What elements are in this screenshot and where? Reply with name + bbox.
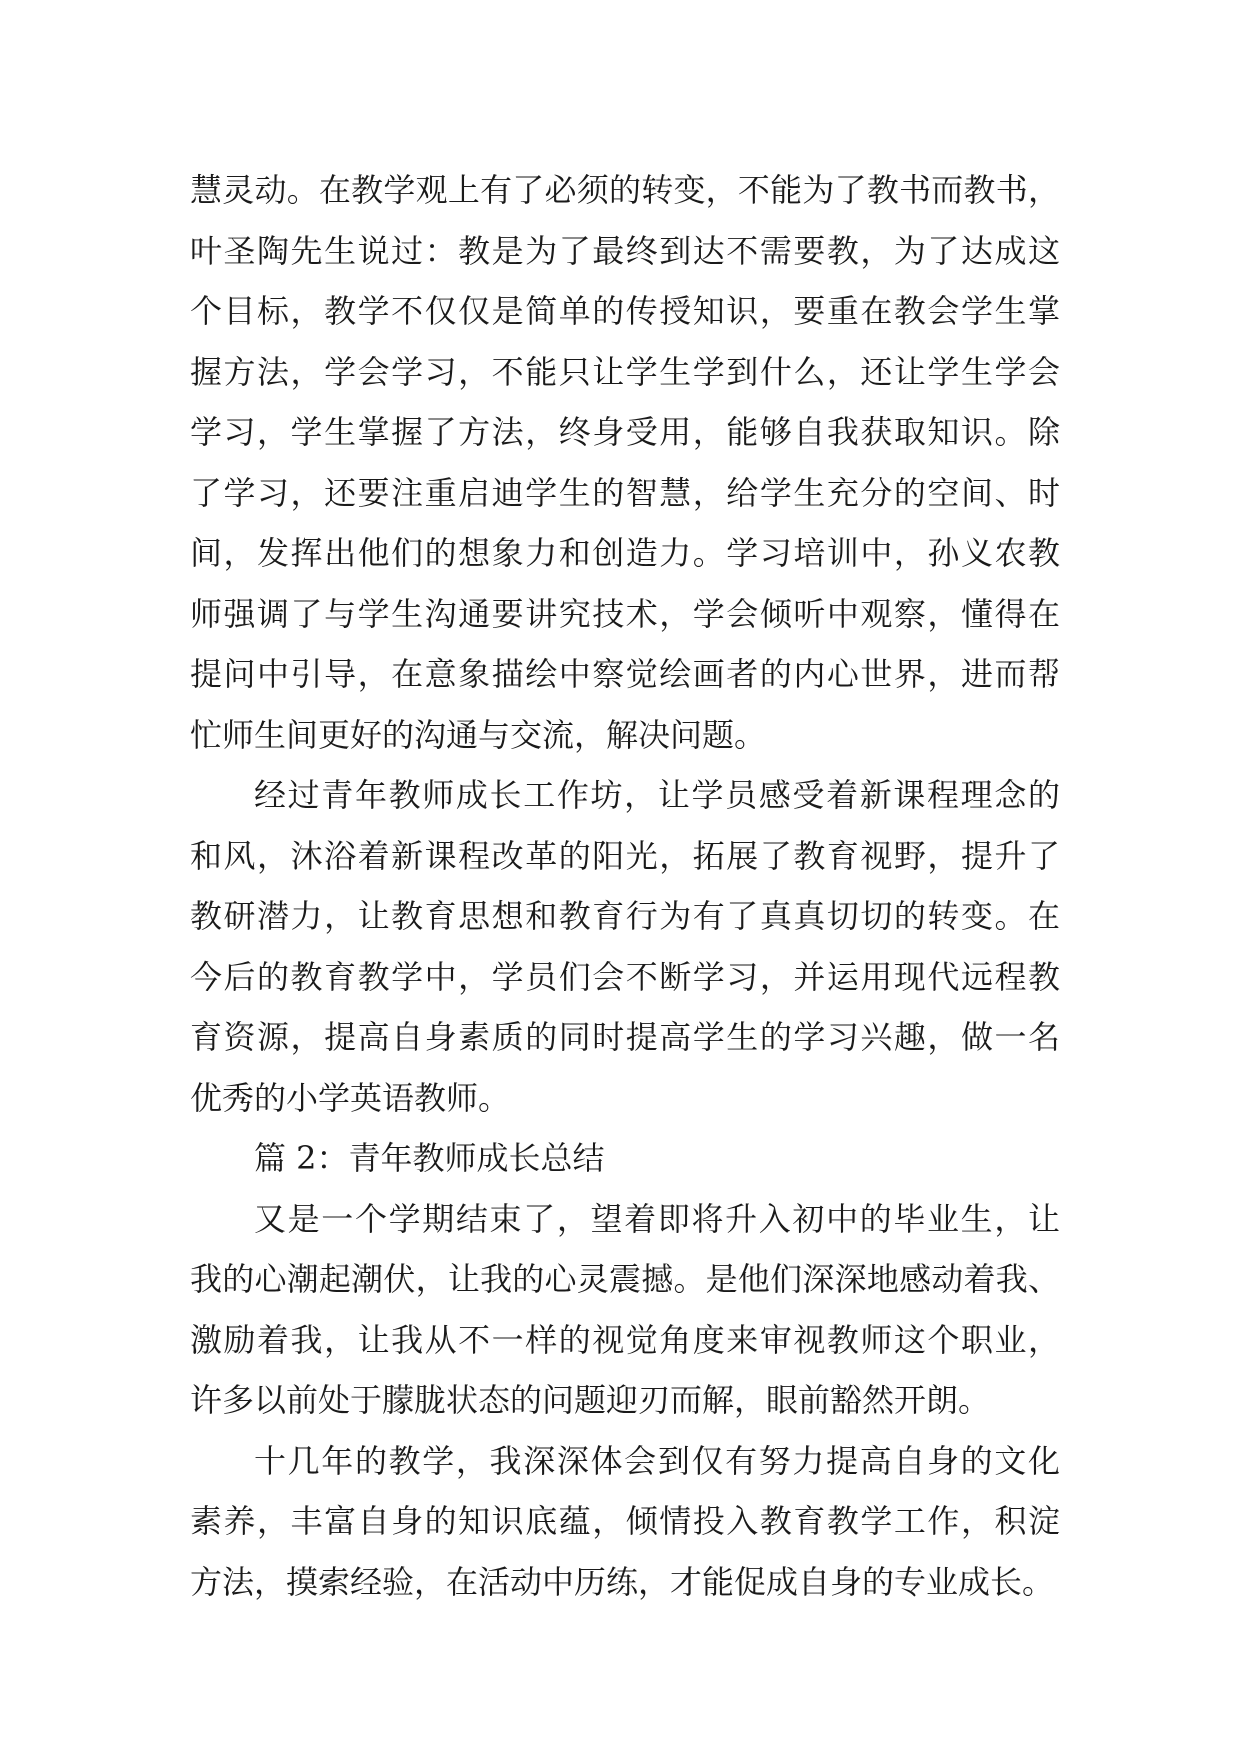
text-line: 和风，沐浴着新课程改革的阳光，拓展了教育视野，提升了 [190, 836, 1060, 875]
text-line: 经过青年教师成长工作坊，让学员感受着新课程理念的 [254, 776, 1060, 814]
text-line: 激励着我，让我从不一样的视觉角度来审视教师这个职业， [190, 1320, 1060, 1359]
text-line: 又是一个学期结束了，望着即将升入初中的毕业生，让 [254, 1199, 1060, 1238]
text-line: 今后的教育教学中，学员们会不断学习，并运用现代远程教 [190, 957, 1060, 996]
text-line: 师强调了与学生沟通要讲究技术，学会倾听中观察，懂得在 [190, 594, 1060, 633]
text-line: 间，发挥出他们的想象力和创造力。学习培训中，孙义农教 [190, 534, 1060, 572]
text-line: 提问中引导，在意象描绘中察觉绘画者的内心世界，进而帮 [190, 655, 1060, 693]
text-line: 了学习，还要注重启迪学生的智慧，给学生充分的空间、时 [190, 473, 1060, 512]
text-line: 十几年的教学，我深深体会到仅有努力提高自身的文化 [254, 1441, 1060, 1480]
text-line: 慧灵动。在教学观上有了必须的转变，不能为了教书而教书， [190, 171, 1060, 209]
text-line: 握方法，学会学习，不能只让学生学到什么，还让学生学会 [190, 352, 1060, 391]
section-heading: 篇 2：青年教师成长总结 [254, 1139, 605, 1177]
text-line: 忙师生间更好的沟通与交流，解决问题。 [190, 715, 767, 754]
text-line: 我的心潮起潮伏，让我的心灵震撼。是他们深深地感动着我、 [190, 1260, 1060, 1298]
text-line: 个目标，教学不仅仅是简单的传授知识，要重在教会学生掌 [190, 292, 1060, 330]
text-line: 方法，摸索经验，在活动中历练，才能促成自身的专业成长。 [190, 1562, 1055, 1601]
text-line: 叶圣陶先生说过：教是为了最终到达不需要教，为了达成这 [190, 231, 1060, 270]
text-line: 育资源，提高自身素质的同时提高学生的学习兴趣，做一名 [190, 1018, 1060, 1056]
text-line: 素养，丰富自身的知识底蕴，倾情投入教育教学工作，积淀 [190, 1502, 1060, 1540]
text-line: 许多以前处于朦胧状态的问题迎刃而解，眼前豁然开朗。 [190, 1381, 991, 1419]
document-body [190, 160, 1060, 1612]
text-line: 优秀的小学英语教师。 [190, 1078, 511, 1117]
text-line: 教研潜力，让教育思想和教育行为有了真真切切的转变。在 [190, 897, 1060, 935]
text-line: 学习，学生掌握了方法，终身受用，能够自我获取知识。除 [190, 413, 1060, 451]
